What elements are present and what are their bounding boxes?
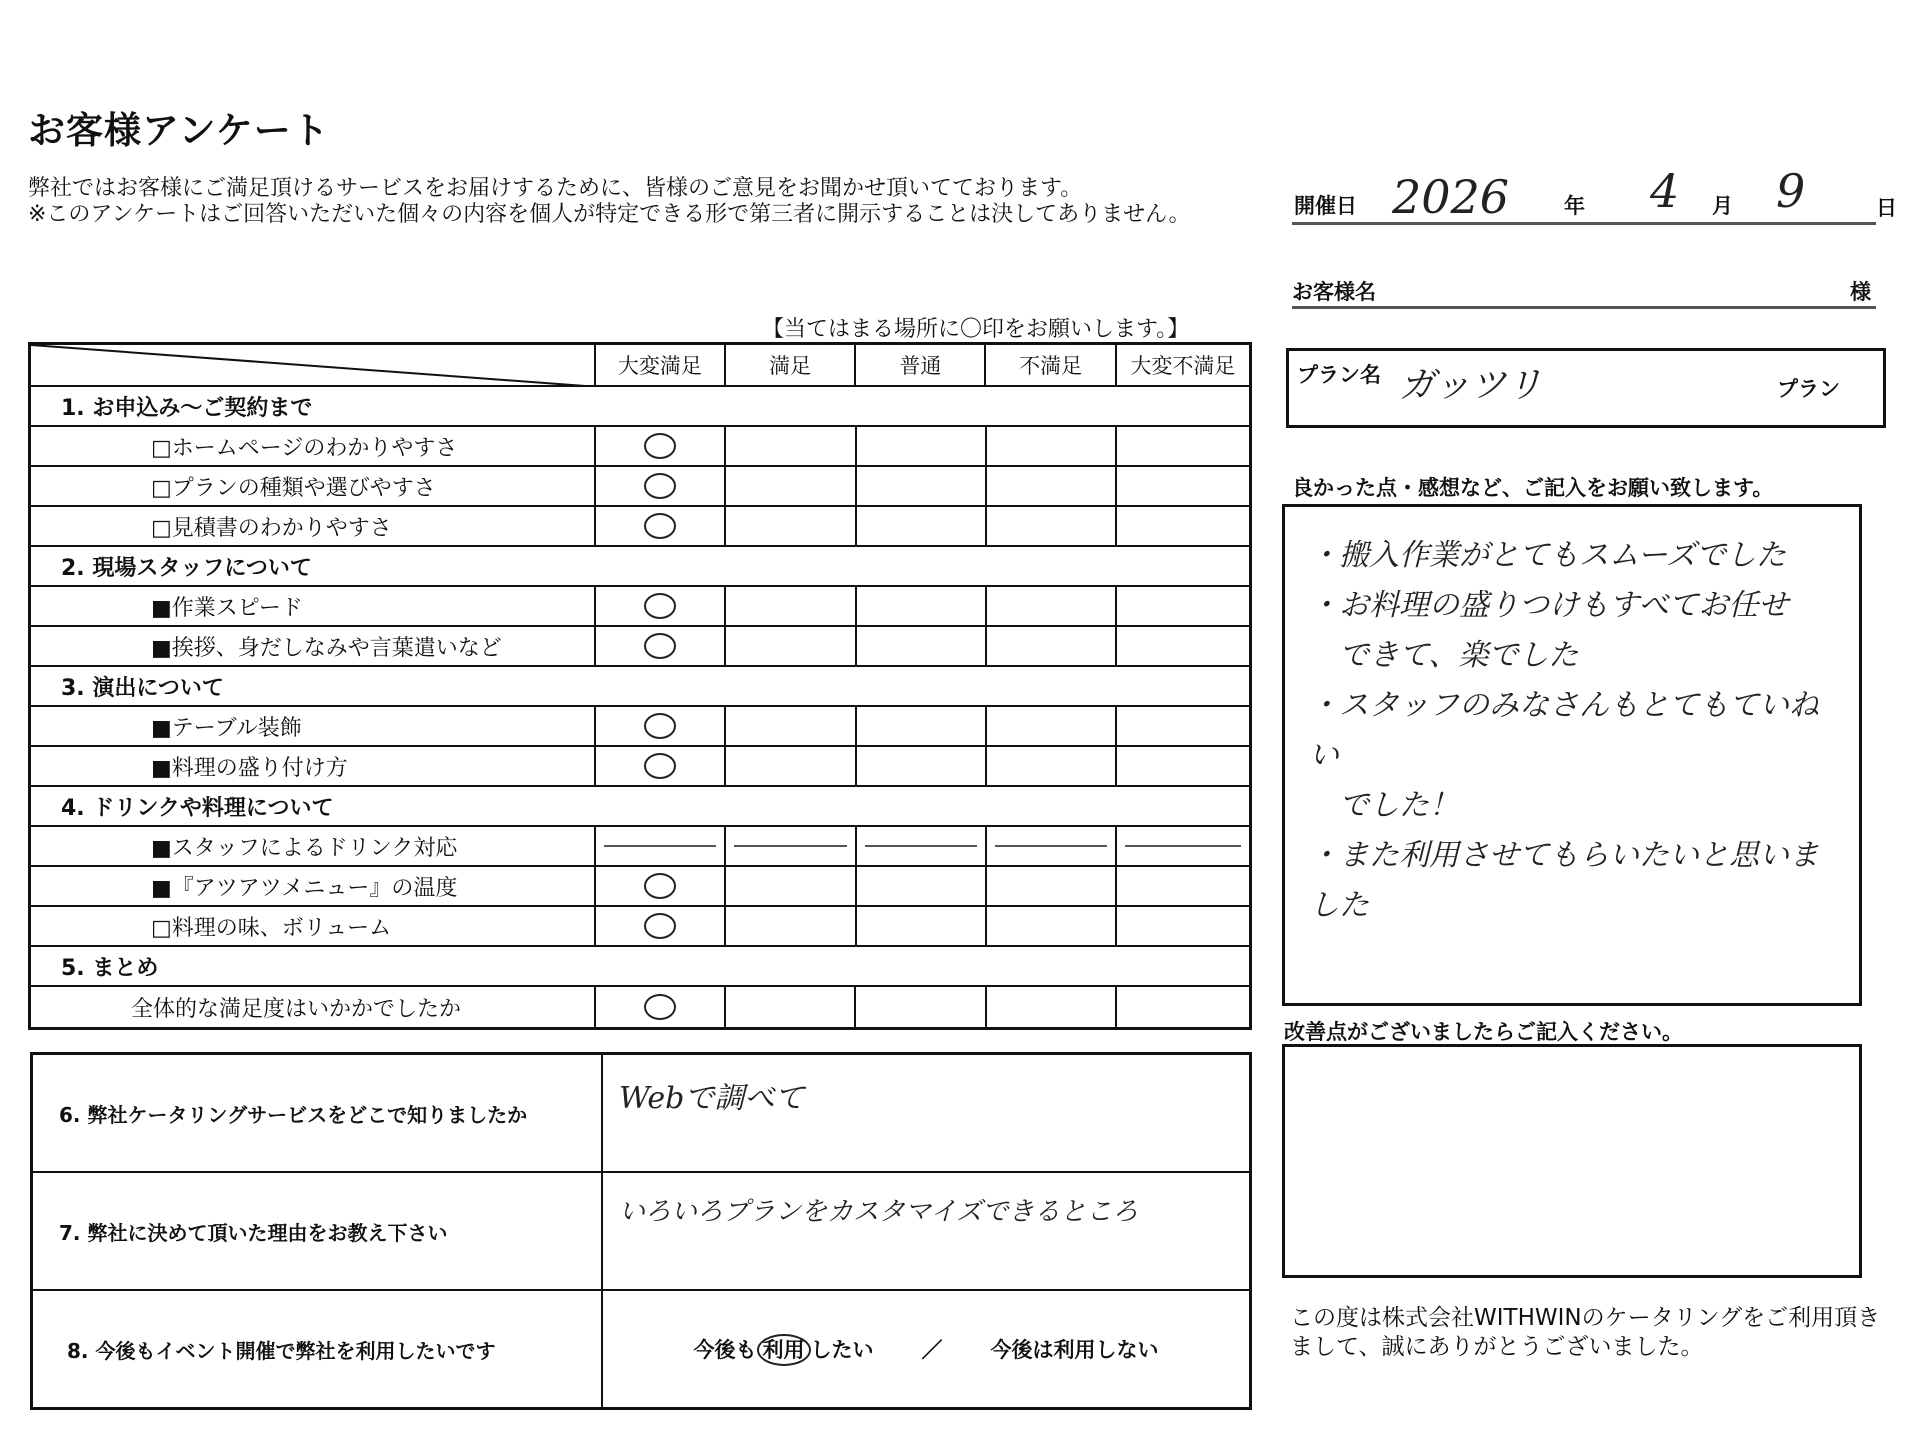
- circle-mark: [644, 753, 676, 779]
- column-header: 大変満足: [596, 345, 726, 385]
- table-row: [31, 867, 1249, 907]
- section-heading: 2. 現場スタッフについて: [31, 547, 1249, 587]
- question-8-label: 8. 今後もイベント開催で弊社を利用したいです: [33, 1291, 603, 1407]
- strike-line: [734, 845, 846, 847]
- table-row: [31, 507, 1249, 547]
- rating-cell[interactable]: [987, 907, 1117, 945]
- circle-mark: [644, 633, 676, 659]
- rating-cell[interactable]: [726, 827, 856, 865]
- circle-mark: [644, 713, 676, 739]
- intro-line-1: 弊社ではお客様にご満足頂けるサービスをお届けするために、皆様のご意見をお聞かせ頂いてております。: [28, 176, 1083, 201]
- option-will-use[interactable]: 今後も 利用 したい: [694, 1334, 874, 1364]
- rating-cell[interactable]: [726, 427, 856, 465]
- rating-cell[interactable]: [596, 907, 726, 945]
- comment-line: でした！: [1309, 788, 1459, 823]
- event-date-day[interactable]: 9: [1776, 164, 1806, 218]
- answer-6-text: Webで調べて: [619, 1081, 805, 1116]
- comment-line: できて、楽でした: [1309, 638, 1579, 673]
- table-row: [31, 587, 1249, 627]
- plan-box: [1286, 348, 1886, 428]
- section-heading: 5. まとめ: [31, 947, 1249, 987]
- intro-text: [28, 176, 1258, 228]
- comments-label: 良かった点・感想など、ご記入をお願い致します。: [1292, 476, 1774, 500]
- event-date-label: 開催日: [1294, 194, 1357, 218]
- rating-cell[interactable]: [596, 467, 726, 505]
- rating-cell[interactable]: [857, 827, 987, 865]
- table-row: [31, 907, 1249, 947]
- rating-cell[interactable]: [987, 867, 1117, 905]
- column-header: 満足: [726, 345, 856, 385]
- rating-cell[interactable]: [726, 467, 856, 505]
- event-date-year[interactable]: 2026: [1392, 170, 1510, 224]
- rating-cell[interactable]: [1117, 827, 1249, 865]
- question-label: 全体的な満足度はいかかでしたか: [31, 987, 596, 1027]
- rating-cell[interactable]: [857, 427, 987, 465]
- comments-box[interactable]: [1282, 504, 1862, 1006]
- circle-mark: [644, 873, 676, 899]
- circled-mark: 利用: [757, 1334, 811, 1366]
- comment-line: ・スタッフのみなさんもとてもていねい: [1309, 688, 1819, 773]
- table-row: [31, 987, 1249, 1027]
- circle-mark: [644, 473, 676, 499]
- comment-line: ・お料理の盛りつけもすべてお任せ: [1309, 588, 1789, 623]
- option-separator: ／: [921, 1338, 943, 1362]
- circle-mark: [644, 593, 676, 619]
- table-row: [31, 747, 1249, 787]
- month-unit: 月: [1712, 194, 1733, 218]
- customer-underline[interactable]: [1292, 306, 1876, 309]
- table-row: [31, 827, 1249, 867]
- rating-cell[interactable]: [1117, 867, 1249, 905]
- strike-line: [1125, 845, 1241, 847]
- section-heading: 1. お申込み～ご契約まで: [31, 387, 1249, 427]
- comment-line: ・搬入作業がとてもスムーズでした: [1309, 538, 1786, 573]
- rating-cell[interactable]: [596, 587, 726, 625]
- rating-cell[interactable]: [857, 747, 987, 785]
- rating-cell[interactable]: [987, 467, 1117, 505]
- rating-cell[interactable]: [857, 907, 987, 945]
- page-title: お客様アンケート: [28, 109, 330, 152]
- year-unit: 年: [1564, 194, 1585, 218]
- rating-cell[interactable]: [1117, 907, 1249, 945]
- rating-cell[interactable]: [596, 627, 726, 665]
- rating-cell[interactable]: [987, 587, 1117, 625]
- rating-cell[interactable]: [726, 707, 856, 745]
- rating-cell[interactable]: [987, 827, 1117, 865]
- rating-cell[interactable]: [857, 507, 987, 545]
- strike-line: [865, 845, 977, 847]
- table-row: [31, 467, 1249, 507]
- date-underline: [1292, 222, 1876, 225]
- rating-cell[interactable]: [1117, 707, 1249, 745]
- comment-line: ・また利用させてもらいたいと思いました: [1309, 838, 1819, 923]
- question-label: ■挨拶、身だしなみや言葉遣いなど: [31, 627, 596, 665]
- rating-cell[interactable]: [596, 827, 726, 865]
- circle-mark: [644, 513, 676, 539]
- rating-cell[interactable]: [1117, 507, 1249, 545]
- rating-cell[interactable]: [726, 867, 856, 905]
- question-7-answer[interactable]: [603, 1173, 1249, 1289]
- rating-cell[interactable]: [987, 427, 1117, 465]
- rating-cell[interactable]: [987, 987, 1117, 1027]
- question-row-8: [33, 1291, 1249, 1407]
- customer-suffix: 様: [1850, 280, 1871, 304]
- rating-cell[interactable]: [857, 627, 987, 665]
- plan-value[interactable]: ガッツリ: [1399, 365, 1543, 406]
- rating-cell[interactable]: [596, 707, 726, 745]
- column-header: 大変不満足: [1130, 354, 1236, 378]
- column-header: 不満足: [986, 345, 1116, 385]
- question-8-answer: [603, 1291, 1249, 1407]
- rating-cell[interactable]: [726, 627, 856, 665]
- rating-cell[interactable]: [726, 587, 856, 625]
- rating-cell[interactable]: [857, 587, 987, 625]
- question-label: □料理の味、ボリューム: [31, 907, 596, 945]
- rating-cell[interactable]: [726, 507, 856, 545]
- rating-cell[interactable]: [987, 747, 1117, 785]
- circle-mark: [644, 994, 676, 1020]
- rating-cell[interactable]: [596, 987, 726, 1027]
- table-row: [31, 427, 1249, 467]
- circle-mark: [644, 913, 676, 939]
- question-7-label: 7. 弊社に決めて頂いた理由をお教え下さい: [33, 1173, 603, 1289]
- question-label: □見積書のわかりやすさ: [31, 507, 596, 545]
- question-label: ■作業スピード: [31, 587, 596, 625]
- question-6-answer[interactable]: [603, 1055, 1249, 1171]
- column-header: 普通: [856, 345, 986, 385]
- improvements-label: 改善点がございましたらご記入ください。: [1284, 1020, 1683, 1044]
- plan-suffix: プラン: [1777, 377, 1840, 401]
- rating-cell[interactable]: [856, 987, 986, 1027]
- question-6-label: 6. 弊社ケータリングサービスをどこで知りましたか: [33, 1055, 603, 1171]
- question-label: □ホームページのわかりやすさ: [31, 427, 596, 465]
- day-unit: 日: [1876, 196, 1897, 220]
- rating-cell[interactable]: [596, 427, 726, 465]
- rating-cell[interactable]: [1117, 467, 1249, 505]
- strike-line: [995, 845, 1107, 847]
- rating-cell[interactable]: [596, 747, 726, 785]
- rating-cell[interactable]: [726, 907, 856, 945]
- rating-cell[interactable]: [857, 707, 987, 745]
- rating-cell[interactable]: [1117, 587, 1249, 625]
- section-heading: 4. ドリンクや料理について: [31, 787, 1249, 827]
- rating-cell[interactable]: [987, 627, 1117, 665]
- improvements-box[interactable]: [1282, 1044, 1862, 1278]
- answer-7-text: いろいろプランをカスタマイズできるところ: [619, 1197, 1139, 1227]
- table-row: [31, 707, 1249, 747]
- rating-cell[interactable]: [726, 747, 856, 785]
- rating-cell[interactable]: [857, 867, 987, 905]
- question-box: [30, 1052, 1252, 1410]
- question-label: ■スタッフによるドリンク対応: [31, 827, 596, 865]
- rating-cell[interactable]: [1117, 747, 1249, 785]
- question-label: □プランの種類や選びやすさ: [31, 467, 596, 505]
- circle-mark: [644, 433, 676, 459]
- question-row-7: [33, 1173, 1249, 1291]
- table-header: [31, 345, 1249, 387]
- question-label: ■料理の盛り付け方: [31, 747, 596, 785]
- rating-cell[interactable]: [987, 707, 1117, 745]
- section-heading: 3. 演出について: [31, 667, 1249, 707]
- intro-line-2: ※このアンケートはご回答いただいた個々の内容を個人が特定できる形で第三者に開示することは決してありません。: [28, 202, 1191, 227]
- rating-cell[interactable]: [987, 507, 1117, 545]
- rating-cell[interactable]: [726, 987, 856, 1027]
- table-row: [31, 627, 1249, 667]
- instruction: 【当てはまる場所に〇印をお願いします。】: [762, 317, 1190, 342]
- question-label: ■『アツアツメニュー』の温度: [31, 867, 596, 905]
- rating-cell[interactable]: [1117, 427, 1249, 465]
- thanks-message: この度は株式会社WITHWINのケータリングをご利用頂きまして、誠にありがとうございました。: [1290, 1305, 1881, 1360]
- question-row-6: [33, 1055, 1249, 1173]
- header-diagonal: [31, 345, 596, 385]
- option-will-not-use[interactable]: 今後は利用しない: [990, 1338, 1159, 1362]
- satisfaction-table: [28, 342, 1252, 1030]
- rating-cell[interactable]: [596, 867, 726, 905]
- event-date-month[interactable]: 4: [1650, 164, 1680, 218]
- strike-line: [604, 845, 716, 847]
- plan-label: プラン名: [1297, 363, 1381, 387]
- rating-cell[interactable]: [596, 507, 726, 545]
- rating-cell[interactable]: [857, 467, 987, 505]
- rating-cell[interactable]: [1117, 627, 1249, 665]
- customer-label: お客様名: [1292, 280, 1376, 304]
- question-label: ■テーブル装飾: [31, 707, 596, 745]
- rating-cell[interactable]: [1117, 987, 1249, 1027]
